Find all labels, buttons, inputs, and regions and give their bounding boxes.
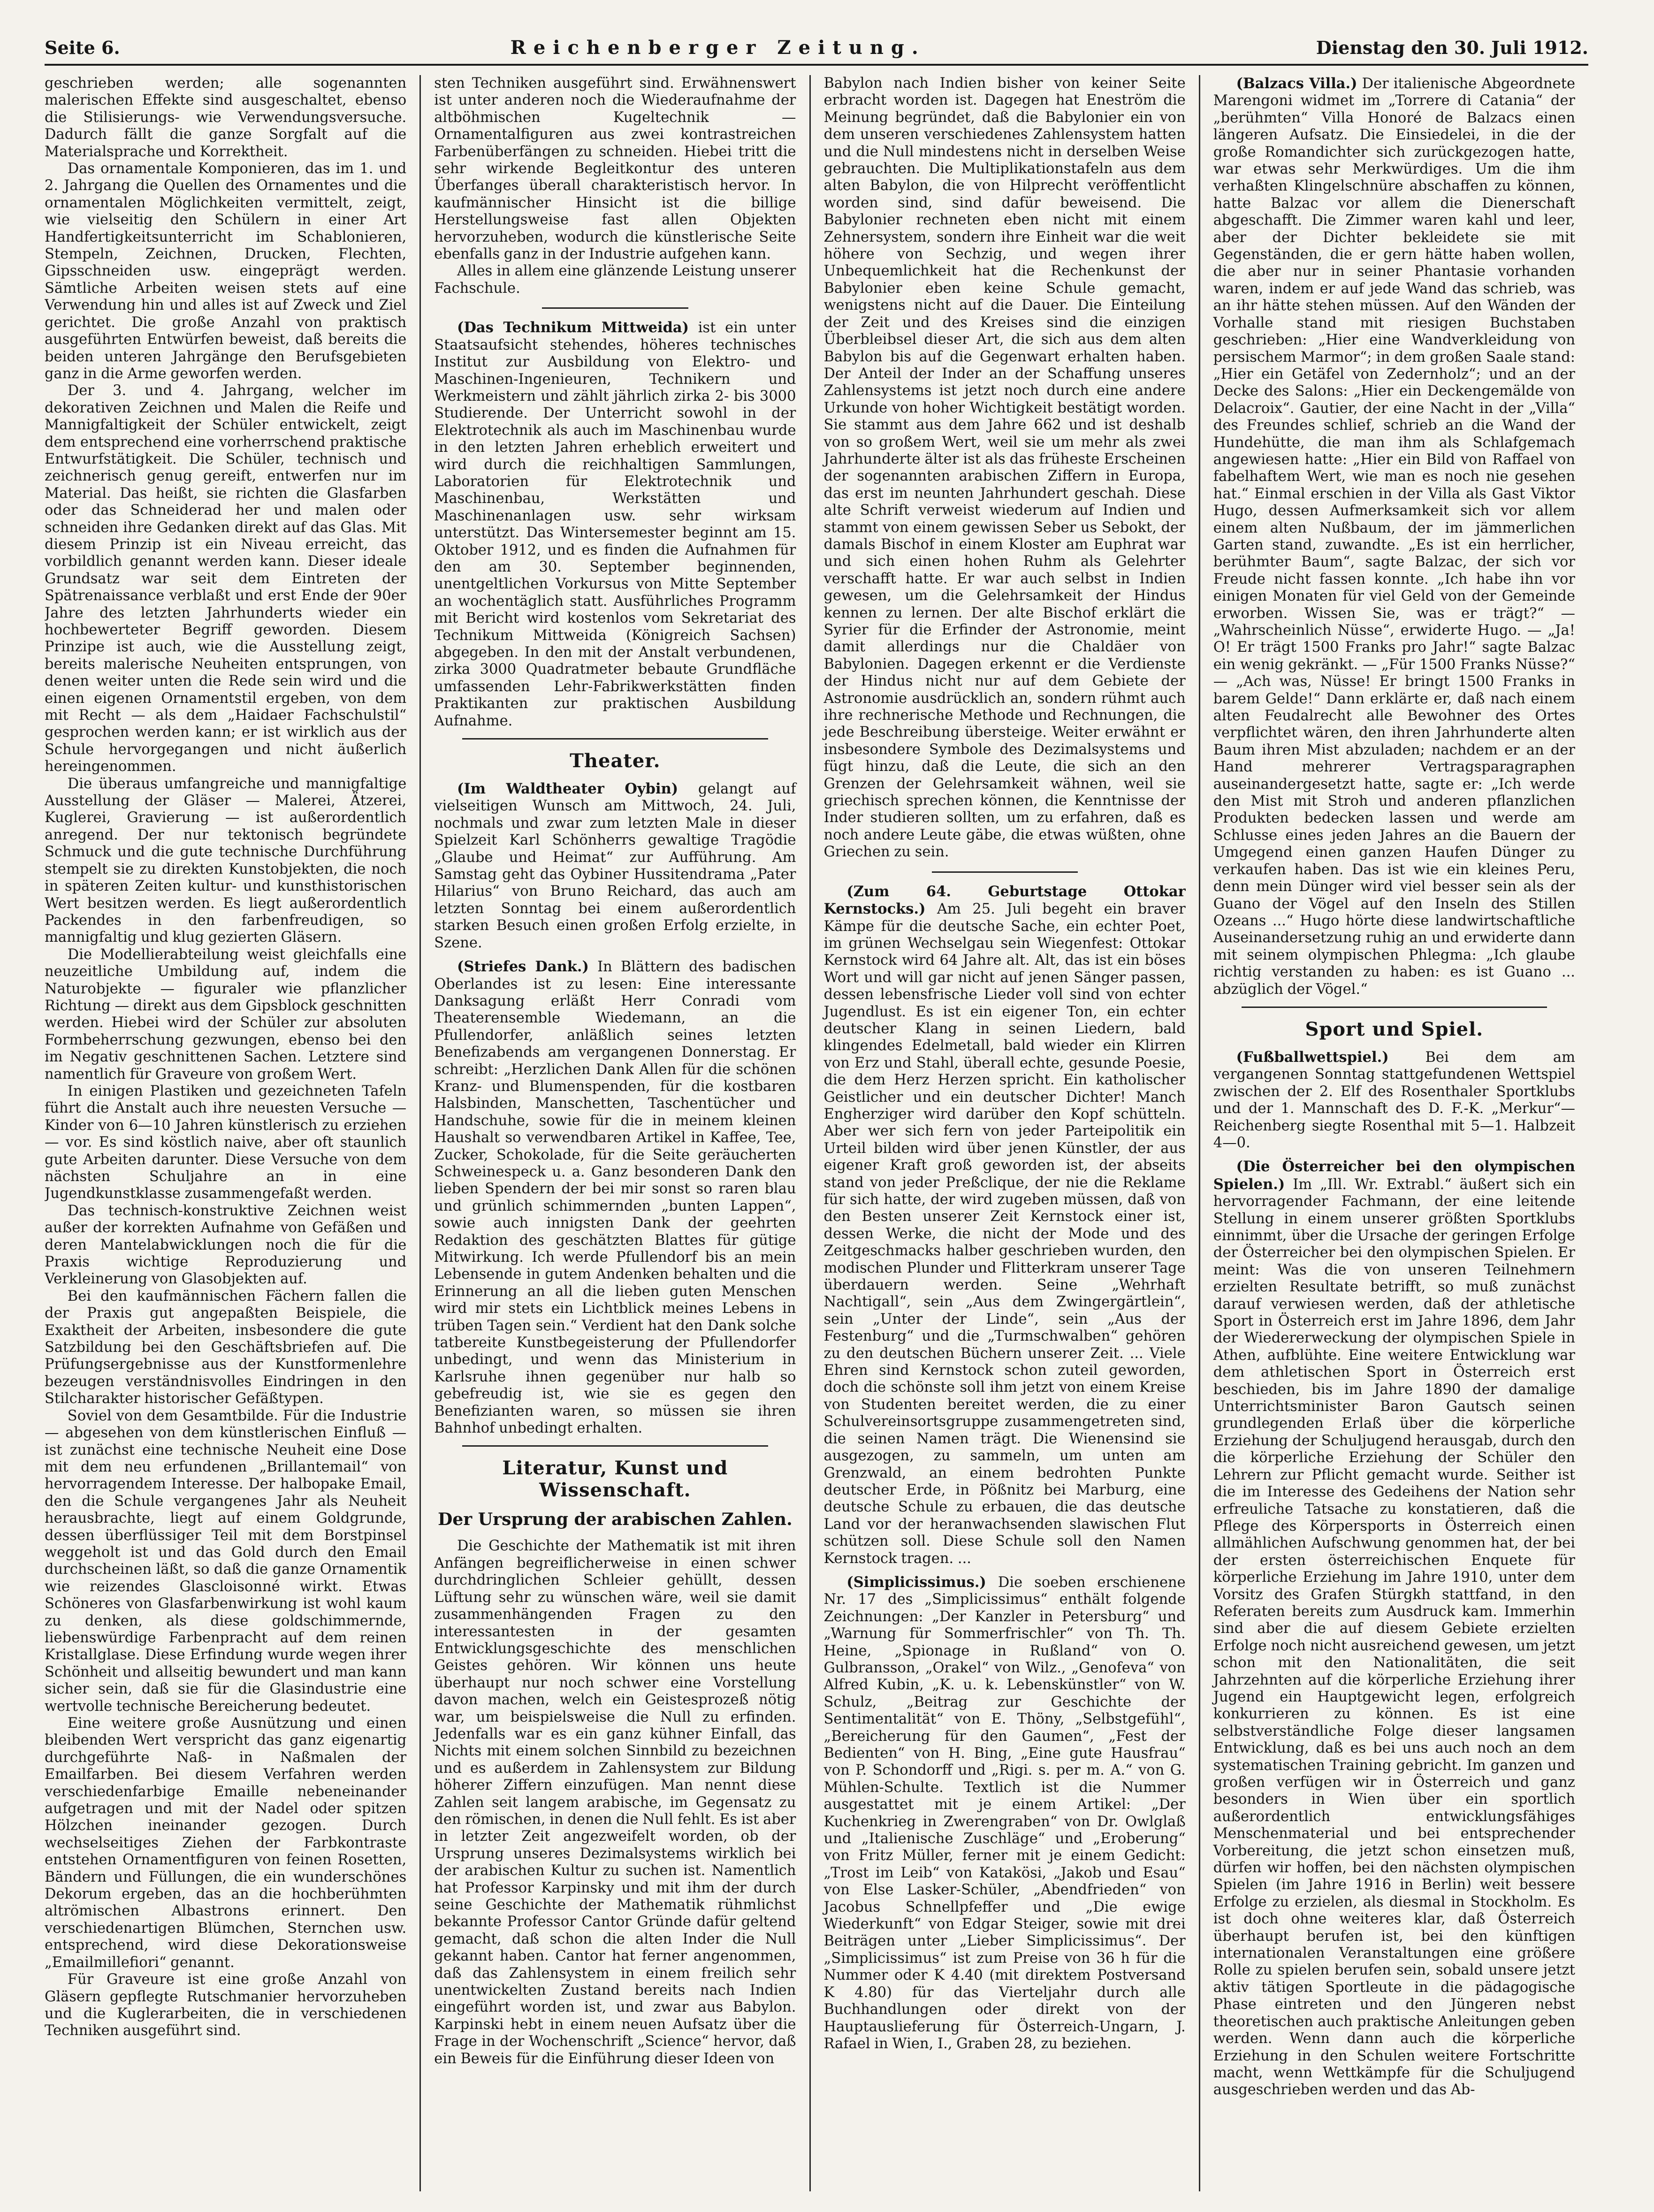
section-title-literatur: Literatur, Kunst und Wissenschaft. (502, 1457, 728, 1502)
paragraph: Die Geschichte der Mathematik ist mit ihren Anfängen begreiflicherweise in einen schwer durchdringlichen Schleier gehüllt, dessen Lüftung sehr zu wünschen wäre, weil sie damit zusammenhängenden Fragen zu den interessantesten in der gesamten Entwicklungsgeschichte des menschlichen Geistes gehören. Wir können uns heute überhaupt nur noch schwer eine Vorstellung davon machen, welch ein Geistesprozeß nötig war, um beispielsweise die Null zu erfinden. Jedenfalls war es ein ganz kühner Einfall, das Nichts mit einem solchen Sinnbild zu bezeichnen und es außerdem in Zahlensystem zur Bildung höherer Ziffern einzufügen. Man nennt diese Zahlen seit langem arabische, im Gegensatz zu den römischen, in denen die Null fehlt. Es ist aber in letzter Zeit angezweifelt worden, ob der Ursprung unseres Dezimalsystems wirklich bei der arabischen Kultur zu suchen ist. Namentlich hat Professor Karpinsky und mit ihm der durch seine Geschichte der Mathematik rühmlichst bekannte Professor Cantor Gründe dafür geltend gemacht, daß schon die alten Inder die Null gekannt haben. Cantor hat ferner angenommen, daß das Zahlensystem in einem freilich sehr unentwickelten Zustand bereits nach Indien eingeführt worden ist, und zwar aus Babylon. Karpinski hebt in einem neuen Aufsatz über die Frage in der Wochenschrift „Science“ hervor, daß ein Beweis für die Einführung dieser Ideen von (434, 1538, 796, 2067)
article-headline: Der Ursprung der arabischen Zahlen. (438, 1510, 793, 1530)
article-kicker: (Balzacs Villa.) (1236, 75, 1357, 92)
article-text: Am 25. Juli begeht ein braver Kämpe für die deutsche Sache, ein echter Poet, im grünen Wechselgau sein Wiegenfest: Ottokar Kernstock wird 64 Jahre alt. Alt, das ist ein böses Wort und will gar nicht auf jenen Sänger passen, dessen lebensfrische Lieder voll sind von echter Jugendlust. Es ist ein eigener Ton, ein echter deutscher Klang in seinen Liedern, bald klingendes Edelmetall, bald wieder ein Klirren von Erz und Stahl, überall echte, gesunde Poesie, die dem Herz Herzen spricht. Ein katholischer Geistlicher und ein deutscher Dichter! Manch Engherziger wird darüber den Kopf schütteln. Aber wer sich fern von jeder Parteipolitik ein Urteil bilden wird über jenen Künstler, der aus eigener Kraft groß geworden ist, der abseits stand von jeder Preßclique, der nie die Reklame für sich hatte, der wird zugeben müssen, daß von den Besten unserer Zeit Kernstock einer ist, dessen Werke, die nicht der Mode und des Zeitgeschmacks halber geschrieben wurden, den modischen Plunder und Flitterkram unserer Tage überdauern werden. Seine „Wehrhaft Nachtigall“, sein „Aus dem Zwingergärtlein“, sein „Unter der Linde“, sein „Aus der Festenburg“ und die „Turmschwalben“ gehören zu den deutschen Büchern unserer Zeit. ... Viele Ehren sind Kernstock schon zuteil geworden, doch die schönste soll ihm jetzt von einem Kreise von Studenten bereitet werden, die zu einer Schulvereinsortsgruppe zusammengetreten sind, die seinen Namen trägt. Die Wienensind sie ausgezogen, zu sammeln, um unten am Grenzwald, an einem bedrohten Punkte deutscher Erde, in Pößnitz bei Marburg, eine deutsche Schule zu erbauen, die das deutsche Land vor der heranwachsenden slawischen Flut schützen soll. Diese Schule soll den Namen Kernstock tragen. ... (823, 901, 1186, 1567)
article-text: Im „Ill. Wr. Extrabl.“ äußert sich ein hervorragender Fachmann, der eine leitende Stellung in einem unserer größten Sportklubs einnimmt, über die Ursache der geringen Erfolge der Österreicher bei den olympischen Spielen. Er meint: Was die von unseren Teilnehmern erzielten Resultate betrifft, so muß zunächst darauf verwiesen werden, daß der athletische Sport in Österreich erst im Jahre 1896, dem Jahr der Wiedererweckung der olympischen Spiele in Athen, aufblühte. Eine weitere Entwicklung war dem athletischen Sport in Österreich erst beschieden, bis im Jahre 1890 der damalige Unterrichtsminister Baron Gautsch seinen grundlegenden Erlaß über die körperliche Erziehung der Schuljugend herausgab, durch den die körperliche Erziehung der Schüler den Lehrern zur Pflicht gemacht wurde. Seither ist die im Interesse des Gedeihens der Nation sehr erfreuliche Tatsache zu konstatieren, daß die Pflege des Körpersports in Österreich einen allmählichen Aufschwung genommen hat, der bei der ersten österreichischen Enquete für körperliche Erziehung im Jahre 1910, unter dem Vorsitz des Grafen Stürgkh stattfand, in den Referaten bereits zum Ausdruck kam. Immerhin sind aber die auf diesem Gebiete erzielten Erfolge noch nicht ausreichend gewesen, um jetzt schon mit den Nationalitäten, die seit Jahrzehnten auf die körperliche Erziehung ihrer Jugend ein Hauptgewicht legen, erfolgreich konkurrieren zu können. Es ist eine selbstverständliche Folge dieser langsamen Entwicklung, daß es bei uns auch noch an dem systematischen Training gebricht. Im ganzen und großen verfügen wir in Österreich und ganz besonders in Wien über ein sportlich außerordentlich entwicklungsfähiges Menschenmaterial und bei entsprechender Vorbereitung, die jetzt schon einsetzen muß, dürfen wir hoffen, bei den nächsten olympischen Spielen (im Jahre 1916 in Berlin) weit bessere Erfolge zu erzielen, als diesmal in Stockholm. Es ist doch ohne weiteres klar, daß Österreich überhaupt berufen ist, bei den künftigen internationalen Veranstaltungen eine größere Rolle zu spielen berufen sein, sobald unsere jetzt aktiv tätigen Sportleute in die pädagogische Phase eintreten und den Jüngeren nebst theoretischen auch praktische Anleitungen geben werden. Wenn dann auch die körperliche Erziehung in den Schulen weitere Fortschritte macht, wenn Wettkämpfe für die Schuljugend ausgeschrieben werden und das Ab- (1213, 1176, 1575, 2098)
page-number: Seite 6. (45, 37, 120, 58)
striefes-article (434, 958, 796, 1437)
paragraph: Bei den kaufmännischen Fächern fallen die der Praxis gut angepaßten Beispiele, die Exaktheit der Arbeiten, insbesondere die gute Satzbildung bei den Geschäftsbriefen auf. Die Prüfungsergebnisse aus der Kunstformenlehre bezeugen verständnisvolles Eindringen in den Stilcharakter historischer Gefäßtypen. (45, 1288, 407, 1407)
fussball-article (1213, 1049, 1575, 1152)
fachschule-continued (434, 75, 796, 297)
article-kicker: (Das Technikum Mittweida) (457, 319, 689, 336)
masthead: Reichenberger Zeitung. (510, 36, 926, 59)
paragraph: In einigen Plastiken und gezeichneten Tafeln führt die Anstalt auch ihre neuesten Versuche — Kinder von 6—10 Jahren künstlerisch zu erziehen — vor. Es sind köstlich naive, aber oft staunlich gute Arbeiten darunter. Diese Versuche von dem nächsten Schuljahre an in eine Jugendkunstklasse zusammengefaßt werden. (45, 1083, 407, 1202)
simplicissimus-article (824, 1574, 1186, 2052)
section-divider (462, 738, 768, 740)
issue-date: Dienstag den 30. Juli 1912. (1316, 37, 1588, 58)
section-divider (462, 1445, 768, 1447)
section-divider (1242, 1007, 1547, 1008)
article-kicker: (Striefes Dank.) (457, 958, 589, 976)
column-3 (811, 75, 1200, 2191)
article-divider (932, 871, 1078, 873)
fachschule-article (45, 75, 406, 2040)
paragraph: Soviel von dem Gesamtbilde. Für die Industrie — abgesehen von dem künstlerischen Einfluß — ist zunächst eine technische Neuheit eine Dose mit dem neu erfundenen „Brillantemail“ von hervorragendem Interesse. Der halbopake Email, den die Schule vergangenes Jahr als Neuheit herausbrachte, liegt auf einem Goldgrunde, dessen überflüssiger Teil mit dem Borstpinsel weggeholt ist und das Gold durch den Email durchscheinen läßt, so daß die ganze Ornamentik wie reizendes Glascloisonné wirkt. Etwas Schöneres von Glasfarbenwirkung ist wohl kaum zu denken, als diese goldschimmernde, liebenswürdige Farbenpracht auf dem reinen Kristallglase. Diese Erfindung wurde wegen ihrer Schönheit und allseitig bewundert und man kann sicher sein, daß sie für die Glasindustrie eine wertvolle technische Bereicherung bedeutet. (45, 1407, 407, 1715)
column-1 (45, 75, 421, 2191)
article-kicker: (Im Waldtheater Oybin) (457, 780, 678, 798)
article-kicker: (Simplicissimus.) (846, 1573, 986, 1591)
paragraph: Eine weitere große Ausnützung und einen bleibenden Wert verspricht das ganz eigenartig durchgeführte Naß- in Naßmalen der Emailfarben. Bei diesem Verfahren werden verschiedenfarbige Emaille nebeneinander aufgetragen und mit der Nadel oder spitzen Hölzchen ineinander gezogen. Durch wechselseitiges Ziehen der Farbkontraste entstehen Ornamentfiguren von feinen Rosetten, Bändern und Füllungen, die ein wunderschönes Dekorum ergeben, das an die hochberühmten altrömischen Albastrons erinnert. Den verschiedenartigen Blümchen, Sternchen usw. entsprechend, wird diese Dekorationsweise „Emailmillefiori“ genannt. (45, 1715, 407, 1971)
article-text: Bei dem am vergangenen Sonntag stattgefundenen Wettspiel zwischen der 2. Elf des Rosenthaler Sportklubs und der 1. Mannschaft des D. F.-K. „Merkur“—Reichenberg siegte Rosenthal mit 5—1. Halbzeit 4—0. (1213, 1049, 1575, 1151)
paragraph: Die Modellierabteilung weist gleichfalls eine neuzeitliche Umbildung auf, indem die Naturobjekte — figuraler wie pflanzlicher Richtung — direkt aus dem Gipsblock geschnitten werden. Hiebei wird der Schüler zur absoluten Formbeherrschung gezwungen, ebenso bei den im Negativ geschnittenen Sachen. Letztere sind namentlich für Graveure von großem Wert. (45, 946, 407, 1083)
article-text: In Blättern des badischen Oberlandes ist zu lesen: Eine interessante Danksagung erläßt Herr Conradi vom Theaterensemble Wiedemann, an die Pfullendorfer, anläßlich seines letzten Benefizabends am vergangenen Donnerstag. Er schreibt: „Herzlichen Dank Allen für die schönen Kranz- und Blumenspenden, für die kostbaren Halsbinden, Manschetten, Taschentücher und Handschuhe, sowie für die in meinem kleinen Haushalt so verwendbaren Artikel in Kaffee, Tee, Zucker, Schokolade, für die Seite geräucherten Schweinespeck u. a. Ganz besonderen Dank den lieben Spendern der bei mir sonst so raren blau und grünlich schimmernden „bunten Lappen“, sowie auch innigsten Dank der geehrten Redaktion des geschätzten Blattes für gütige Mitwirkung. Ich werde Pfullendorf bis an mein Lebensende in gutem Andenken behalten und die Erinnerung an all die lieben guten Menschen wird mir stets ein Lichtblick meines Lebens in trüben Tagen sein.“ Verdient hat den Dank solche tatbereite Kunstbegeisterung der Pfullendorfer unbedingt, und wenn das Ministerium in Karlsruhe ihnen gegenüber nur halb so gebefreudig ist, wie sie es gegen den Benefizianten waren, so müssen sie ihren Bahnhof unbedingt erhalten. (434, 959, 796, 1437)
article-text: ist ein unter Staatsaufsicht stehendes, höheres technisches Institut zur Ausbildung von Elektro- und Maschinen-Ingenieuren, Technikern und Werkmeistern und zählt jährlich zirka 2- bis 3000 Studierende. Der Unterricht sowohl in der Elektrotechnik als auch im Maschinenbau wurde in den letzten Jahren erheblich erweitert und wird durch die reichhaltigen Sammlungen, Laboratorien für Elektrotechnik und Maschinenbau, Werkstätten und Maschinenanlagen usw. sehr wirksam unterstützt. Das Wintersemester beginnt am 15. Oktober 1912, und es finden die Aufnahmen für den am 30. September beginnenden, unentgeltlichen Vorkursus von Mitte September an wochentäglich statt. Ausführliches Programm mit Bericht wird kostenlos vom Sekretariat des Technikum Mittweida (Königreich Sachsen) abgegeben. In den mit der Anstalt verbundenen, zirka 3000 Quadratmeter bebaute Grundfläche umfassenden Lehr-Fabrikwerkstätten finden Praktikanten zur praktischen Ausbildung Aufnahme. (434, 320, 796, 729)
paragraph: Das technisch-konstruktive Zeichnen weist außer der korrekten Aufnahme von Gefäßen und deren Mantelabwicklungen noch die für die Praxis wichtige Reproduzierung und Verkleinerung von Glasobjekten auf. (45, 1202, 407, 1288)
section-title-sport: Sport und Spiel. (1305, 1018, 1484, 1040)
article-text: Der italienische Abgeordnete Marengoni widmet im „Torrere di Catania“ der „berühmten“ Villa Honoré de Balzacs einen längeren Aufsatz. Die Einsiedelei, in die der große Romandichter sich zurückgezogen hatte, war etwas sehr Merkwürdiges. Um die ihm verhaßten Klingelschnüre abschaffen zu können, hatte Balzac vor allem die Dienerschaft abgeschafft. Die Zimmer waren kahl und leer, aber der Dichter bekleidete sie mit Gegenständen, die er gern hätte haben wollen, die aber nur in seiner Phantasie vorhanden waren, indem er auf jede Wand das schrieb, was an ihr hätte stehen müssen. Auf den Wänden der Vorhalle stand mit riesigen Buchstaben geschrieben: „Hier eine Wandverkleidung von persischem Marmor“; in dem großen Saale stand: „Hier ein Getäfel von Zedernholz“; und an der Decke des Salons: „Hier ein Deckengemälde von Delacroix“. Gautier, der eine Nacht in der „Villa“ des Freundes schlief, schrieb an die Wand der Hundehütte, die man ihm als Schlafgemach angewiesen hatte: „Hier ein Bild von Raffael von fabelhaftem Wert, wie man es noch nie gesehen hat.“ Einmal erschien in der Villa als Gast Viktor Hugo, dessen Aufmerksamkeit sich vor allem einem alten Nußbaum, der im jämmerlichen Garten stand, zuwandte. „Es ist ein herrlicher, berühmter Baum“, sagte Balzac, der sich vor Freude nicht fassen konnte. „Ich habe ihn vor einigen Monaten für viel Geld von der Gemeinde erworben. Wissen Sie, was er trägt?“ — „Wahrscheinlich Nüsse“, erwiderte Hugo. — „Ja! O! Er trägt 1500 Franks pro Jahr!“ sagte Balzac ein wenig gekränkt. — „Für 1500 Franks Nüsse?“ — „Ach was, Nüsse! Er bringt 1500 Franks in barem Gelde!“ Dann erklärte er, daß nach einem alten Feudalrecht alle Bewohner des Ortes verpflichtet wären, den ihren Jahrhunderte alten Baum ihren Mist abzuladen; nachdem er an der Hand mehrerer Vertragsparagraphen auseinandergesetzt hatte, sagte er: „Ich werde den Mist mit Stroh und anderen pflanzlichen Produkten bedecken lassen und werde am Schlusse eines jeden Jahres an die Bauern der Umgegend einen ganzen Haufen Dünger zu verkaufen haben. Das ist wie ein kleines Peru, denn mein Dünger wird viel besser sein als der Guano der Vögel auf den Inseln des Stillen Ozeans ...“ Hugo hörte diese landwirtschaftliche Auseinandersetzung ruhig an und erwiderte dann mit seinem olympischen Phlegma: „Ich glaube richtig verstanden zu haben: es ist Guano ... abzüglich der Vögel.“ (1213, 76, 1575, 998)
article-kicker: (Fußballwettspiel.) (1236, 1048, 1389, 1066)
page-header (45, 34, 1588, 61)
article-text: Die soeben erschienene Nr. 17 des „Simplicissimus“ enthält folgende Zeichnungen: „Der Kanzler in Petersburg“ und „Warnung für Sommerfrischler“ von Th. Th. Heine, „Spionage in Rußland“ von O. Gulbransson, „Orakel“ von Wilz., „Genofeva“ von Alfred Kubin, „K. u. k. Lebenskünstler“ von W. Schulz, „Beitrag zur Geschichte der Sentimentalität“ von E. Thöny, „Selbstgefühl“, „Bereicherung für den Gaumen“, „Fest der Bedienten“ von H. Bing, „Eine gute Hausfrau“ von P. Schondorff und „Rigi. s. per m. A.“ von G. Mühlen-Schulte. Textlich ist die Nummer ausgestattet mit je einem Artikel: „Der Kuchenkrieg in Zwerengraben“ von Dr. Owlglaß und „Italienische Zuschläge“ und „Eroberung“ von Fritz Müller, ferner mit je einem Gedicht: „Trost im Leib“ von Katakösi, „Jakob und Esau“ von Else Lasker-Schüler, „Abendfrieden“ von Jacobus Schnellpfeffer und „Die ewige Wiederkunft“ von Edgar Steiger, sowie mit drei Beiträgen unter „Lieber Simplicissimus“. Der „Simplicissimus“ ist zum Preise von 36 h für die Nummer oder K 4.40 (mit direktem Postversand K 4.80) für das Vierteljahr durch alle Buchhandlungen oder direkt von der Hauptauslieferung für Österreich-Ungarn, J. Rafael in Wien, I., Graben 28, zu beziehen. (823, 1574, 1186, 2052)
paragraph: Babylon nach Indien bisher von keiner Seite erbracht worden ist. Dagegen hat Eneström die Meinung begründet, daß die Babylonier ein von dem unseren verschiedenes Zahlensystem hatten und die Null mindestens nicht in derselben Weise gebrauchten. Die Multiplikationstafeln aus dem alten Babylon, die von Hilprecht veröffentlicht worden sind, sind dafür beweisend. Die Babylonier rechneten eben nicht mit einem Zehnersystem, sondern ihre Einheit war die weit höhere von Sechzig, und wegen ihrer Unbequemlichkeit hat die Rechenkunst der Babylonier eben keine Schule gemacht, wenigstens nicht auf die Dauer. Die Einteilung der Zeit und des Kreises sind die einzigen Überbleibsel dieser Art, die sich aus dem alten Babylon bis auf die Gegenwart erhalten haben. Der Anteil der Inder an der Schaffung unseres Zahlensystems ist jetzt noch durch eine andere Urkunde von hoher Wichtigkeit bestätigt worden. Sie stammt aus dem Jahre 662 und ist deshalb von so großem Wert, weil sie um mehr als zwei Jahrhunderte älter ist als das früheste Erscheinen der sogenannten arabischen Ziffern in Europa, das erst im neunten Jahrhundert geschah. Diese alte Schrift verweist wiederum auf Indien und stammt von einem gewissen Seber us Sebokt, der damals Bischof in einem Kloster am Euphrat war und sich einen hohen Ruhm als Gelehrter verschafft hatte. Er war auch selbst in Indien gewesen, um die Gelehrsamkeit der Hindus kennen zu lernen. Der alte Bischof erklärt die Syrier für die Erfinder der Astronomie, meint damit allerdings nur die Chaldäer von Babylonien. Dagegen erkennt er die Verdienste der Hindus nicht nur auf dem Gebiete der Astronomie ausdrücklich an, sondern rühmt auch ihre rechnerische Methode und Rechnungen, die jede Beschreibung übersteige. Weiter erwähnt er insbesondere Symbole des Dezimalsystems und fügt hinzu, daß die Leute, die sich an den Grenzen der Gelehrsamkeit wähnen, weil sie griechisch sprechen können, die Kenntnisse der Inder studieren sollten, um zu erfahren, daß es noch andere Leute gäbe, die etwas wüßten, ohne Griechen zu sein. (823, 75, 1186, 861)
ursprung-continued (824, 75, 1186, 861)
article-text: gelangt auf vielseitigen Wunsch am Mittwoch, 24. Juli, nochmals und zwar zum letzten Male in dieser Spielzeit Karl Schönherrs gewaltige Tragödie „Glaube und Heimat“ zur Aufführung. Am Samstag geht das Oybiner Hussitendrama „Pater Hilarius“ von Bruno Reichard, das auch am letzten Sonntag bei einem außerordentlich starken Besuch einen großen Erfolg erzielte, in Szene. (434, 781, 796, 951)
ursprung-article (434, 1538, 796, 2067)
column-2 (421, 75, 810, 2191)
paragraph: Für Graveure ist eine große Anzahl von Gläsern gepflegte Rutschmanier hervorzuheben und die Kuglerarbeiten, die in verschiedenen Techniken ausgeführt sind. (45, 1971, 407, 2039)
paragraph: Alles in allem eine glänzende Leistung unserer Fachschule. (434, 263, 796, 297)
article-kicker: (Zum 64. Geburtstage Ottokar Kernstocks.) (823, 883, 1186, 918)
olympia-article (1213, 1158, 1575, 2098)
paragraph: geschrieben werden; alle sogenannten malerischen Effekte sind ausgeschaltet, ebenso die Stilisierungs- wie Verwendungsversuche. Dadurch fällt die ganze Sorgfalt auf die Materialsprache und Korrektheit. (45, 75, 407, 160)
paragraph: Die überaus umfangreiche und mannigfaltige Ausstellung der Gläser — Malerei, Ätzerei, Kuglerei, Gravierung — ist außerordentlich anregend. Der nur tektonisch begründete Schmuck und die gute technische Durchführung stempelt sie zu direkten Kunstobjekten, die noch in späteren Zeiten kultur- und kunsthistorischen Wert besitzen werden. Es liegt außerordentlich Packendes in den farbenfreudigen, so mannigfaltig und klug gezierten Gläsern. (45, 775, 407, 946)
paragraph: sten Techniken ausgeführt sind. Erwähnenswert ist unter anderen noch die Wiederaufnahme der altböhmischen Kugeltechnik — Ornamentalfiguren aus zwei kontrastreichen Farbenüberfängen zu schneiden. Hiebei tritt die sehr wirkende Begleitkontur des unteren Überfanges überall charakteristisch hervor. In kaufmännischer Hinsicht ist die billige Herstellungsweise fast allen Objekten hervorzuheben, wodurch die künstlerische Seite ebenfalls ganz in der Industrie aufgehen kann. (434, 75, 796, 263)
technikum-article (434, 319, 796, 730)
paragraph: Das ornamentale Komponieren, das im 1. und 2. Jahrgang die Quellen des Ornamentes und die ornamentalen Möglichkeiten vermittelt, zeigt, wie vielseitig den Schülern in einer Art Handfertigkeitsunterricht im Schablonieren, Stempeln, Zeichnen, Drucken, Flechten, Gipsschneiden usw. eingeprägt werden. Sämtliche Arbeiten weisen stets auf eine Verwendung hin und alles ist auf Zweck und Ziel gerichtet. Die große Anzahl von praktisch ausgeführten Entwürfen beweist, daß bereits die beiden unteren Jahrgänge den Berufsgebieten ganz in die Arme geworfen werden. (45, 160, 407, 382)
article-kicker: (Die Österreicher bei den olympischen Spielen.) (1213, 1158, 1575, 1193)
columns (45, 75, 1588, 2191)
article-divider (542, 307, 688, 309)
section-title-theater: Theater. (570, 750, 661, 772)
column-4 (1200, 75, 1588, 2191)
paragraph: Der 3. und 4. Jahrgang, welcher im dekorativen Zeichnen und Malen die Reife und Mannigfaltigkeit der Schüler entwickelt, zeigt dem entsprechend eine vorherrschend praktische Entwurfstätigkeit. Die Schüler, technisch und zeichnerisch genug gereift, entwerfen nur im Material. Das heißt, sie richten die Glasfarben oder das Schneiderad her und malen oder schneiden ihre Gedanken direkt auf das Glas. Mit diesem Prinzip ist ein Niveau erreicht, das vorbildlich genannt werden kann. Dieser ideale Grundsatz war seit dem Eintreten der Spätrenaissance verblaßt und erst Ende der 90er Jahre des letzten Jahrhunderts wieder ein hochbewerteter Begriff geworden. Diesem Prinzipe ist auch, wie die Ausstellung zeigt, bereits malerische Neuheiten entsprungen, von denen weiter unten die Rede sein wird und die einen eigenen Ornamentstil ergeben, von dem mit Recht — als dem „Haidaer Fachschulstil“ gesprochen werden kann; er ist wirklich aus der Schule hervorgegangen und nicht äußerlich hereingenommen. (45, 382, 407, 775)
header-rule (45, 64, 1588, 66)
kernstock-article (824, 883, 1186, 1567)
balzac-article (1213, 75, 1575, 998)
waldtheater-article (434, 780, 796, 952)
